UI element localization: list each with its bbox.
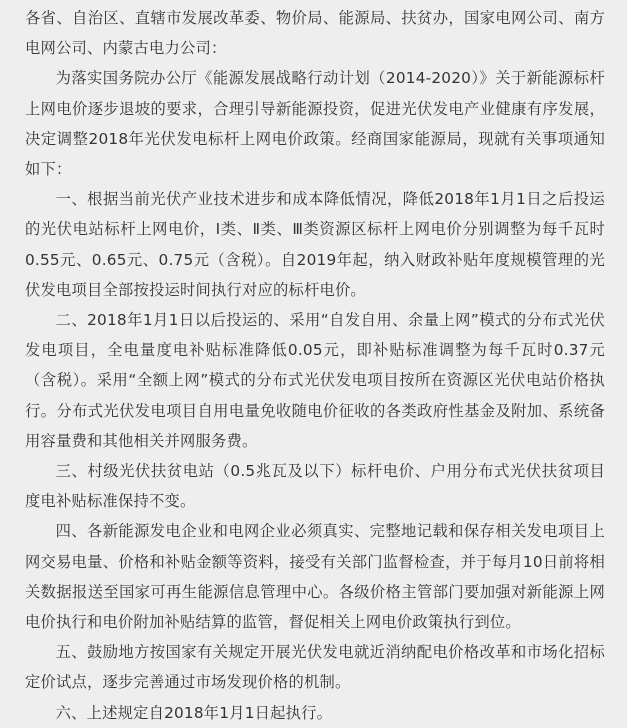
notice-document	[25, 3, 605, 728]
salutation: 各省、自治区、直辖市发展改革委、物价局、能源局、扶贫办，国家电网公司、南方电网公司、内蒙古电力公司：	[25, 9, 605, 58]
item-1-paragraph: 一、根据当前光伏产业技术进步和成本降低情况，降低2018年1月1日之后投运的光伏电站标杆上网电价，Ⅰ类、Ⅱ类、Ⅲ类资源区标杆上网电价分别调整为每千瓦时0.55元、0.65元、0.75元（含税）。自2019年起，纳入财政补贴年度规模管理的光伏发电项目全部按投运时间执行对应的标杆电价。	[25, 190, 605, 299]
intro-paragraph: 为落实国务院办公厅《能源发展战略行动计划（2014-2020）》关于新能源标杆上网电价逐步退坡的要求，合理引导新能源投资，促进光伏发电产业健康有序发展，决定调整2018年光伏发电标杆上网电价政策。经商国家能源局，现就有关事项通知如下：	[25, 69, 605, 179]
item-4-paragraph: 四、各新能源发电企业和电网企业必须真实、完整地记载和保存相关发电项目上网交易电量、价格和补贴金额等资料，接受有关部门监督检查，并于每月10日前将相关数据报送至国家可再生能源信息管理中心。各级价格主管部门要加强对新能源上网电价执行和电价附加补贴结算的监管，督促相关上网电价政策执行到位。	[25, 522, 605, 632]
item-6-paragraph: 六、上述规定自2018年1月1日起执行。	[55, 703, 333, 722]
item-3-paragraph: 三、村级光伏扶贫电站（0.5兆瓦及以下）标杆电价、户用分布式光伏扶贫项目度电补贴标准保持不变。	[25, 462, 605, 511]
item-5-paragraph: 五、鼓励地方按国家有关规定开展光伏发电就近消纳配电价格改革和市场化招标定价试点，逐步完善通过市场发现价格的机制。	[25, 643, 605, 692]
item-2-paragraph: 二、2018年1月1日以后投运的、采用“自发自用、余量上网”模式的分布式光伏发电项目，全电量度电补贴标准降低0.05元，即补贴标准调整为每千瓦时0.37元（含税）。采用“全额上网”模式的分布式光伏发电项目按所在资源区光伏电站价格执行。分布式光伏发电项目自用电量免收随电价征收的各类政府性基金及附加、系统备用容量费和其他相关并网服务费。	[25, 311, 605, 450]
